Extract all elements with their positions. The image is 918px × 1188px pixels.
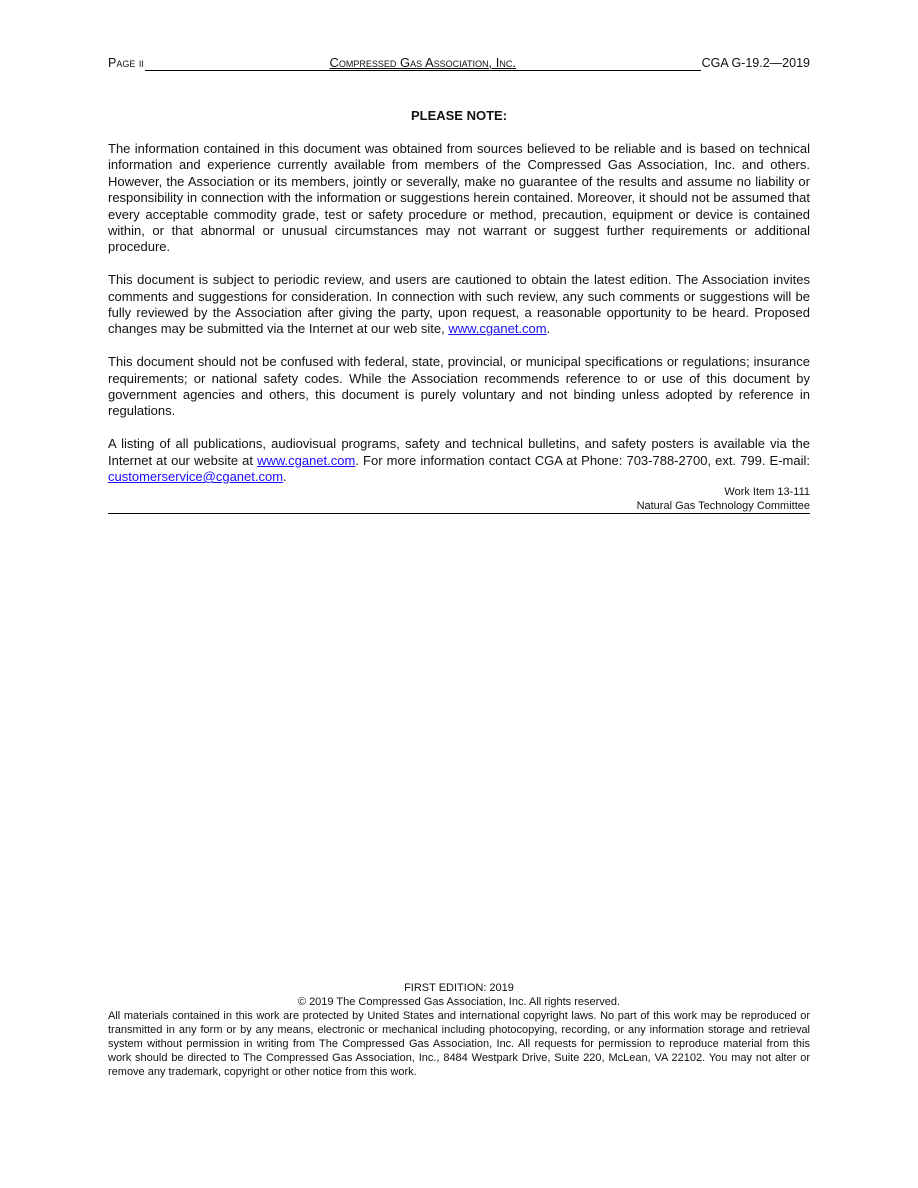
email-link[interactable]: customerservice@cganet.com: [108, 469, 284, 485]
website-link[interactable]: www.cganet.com: [448, 321, 547, 337]
work-item-block: [108, 485, 810, 514]
paragraph-publications: A listing of all publications, audiovisual programs, safety and technical bulletins, and safety posters is available via the Internet at our website at www.cganet.com. For more information contact CGA at Phone: 703-788-2700, ext. 799. E-mail: customerservice@cganet.com.: [108, 436, 810, 485]
copyright-footer: [108, 981, 810, 1079]
edition-label: FIRST EDITION: 2019: [404, 982, 514, 994]
page-number: Page ii: [108, 56, 144, 70]
work-item-number: Work Item 13-111: [724, 486, 810, 498]
publisher-name: Compressed Gas Association, Inc.: [145, 55, 701, 71]
notice-body: [108, 141, 810, 485]
page-title: PLEASE NOTE:: [410, 108, 508, 123]
copyright-line: © 2019 The Compressed Gas Association, Inc. All rights reserved.: [297, 996, 621, 1008]
committee-name: Natural Gas Technology Committee: [108, 499, 810, 514]
document-code: CGA G-19.2—2019: [701, 56, 810, 70]
website-link-2[interactable]: www.cganet.com: [257, 452, 356, 468]
paragraph-regulations: This document should not be confused with federal, state, provincial, or municipal specifications or regulations; insurance requirements; or national safety codes. While the Association recommends reference to or use of this document by government agencies and others, this document is purely voluntary and not binding unless adopted by reference in regulations.: [108, 354, 810, 419]
page-header: [108, 55, 810, 71]
legal-notice: All materials contained in this work are protected by United States and international copyright laws. No part of this work may be reproduced or transmitted in any form or by any means, electronic or mechanical including photocopying, recording, or any information storage and retrieval system without permission in writing from The Compressed Gas Association, Inc. All requests for permission to reproduce material from this work should be directed to The Compressed Gas Association, Inc., 8484 Westpark Drive, Suite 220, McLean, VA 22102. You may not alter or remove any trademark, copyright or other notice from this work.: [108, 1010, 810, 1078]
paragraph-review: This document is subject to periodic review, and users are cautioned to obtain the latest edition. The Association invites comments and suggestions for consideration. In connection with such review, any such comments or suggestions will be fully reviewed by the Association after giving the party, upon request, a reasonable opportunity to be heard. Proposed changes may be submitted via the Internet at our web site, www.cganet.com.: [108, 272, 810, 337]
paragraph-disclaimer: The information contained in this document was obtained from sources believed to be reliable and is based on technical information and experience currently available from members of the Compressed Gas Association, Inc. and others. However, the Association or its members, jointly or severally, make no guarantee of the results and assume no liability or responsibility in connection with the information or suggestions herein contained. Moreover, it should not be assumed that every acceptable commodity grade, test or safety procedure or method, precaution, equipment or device is contained within, or that abnormal or unusual circumstances may not warrant or suggest further requirements or additional procedure.: [108, 141, 810, 255]
